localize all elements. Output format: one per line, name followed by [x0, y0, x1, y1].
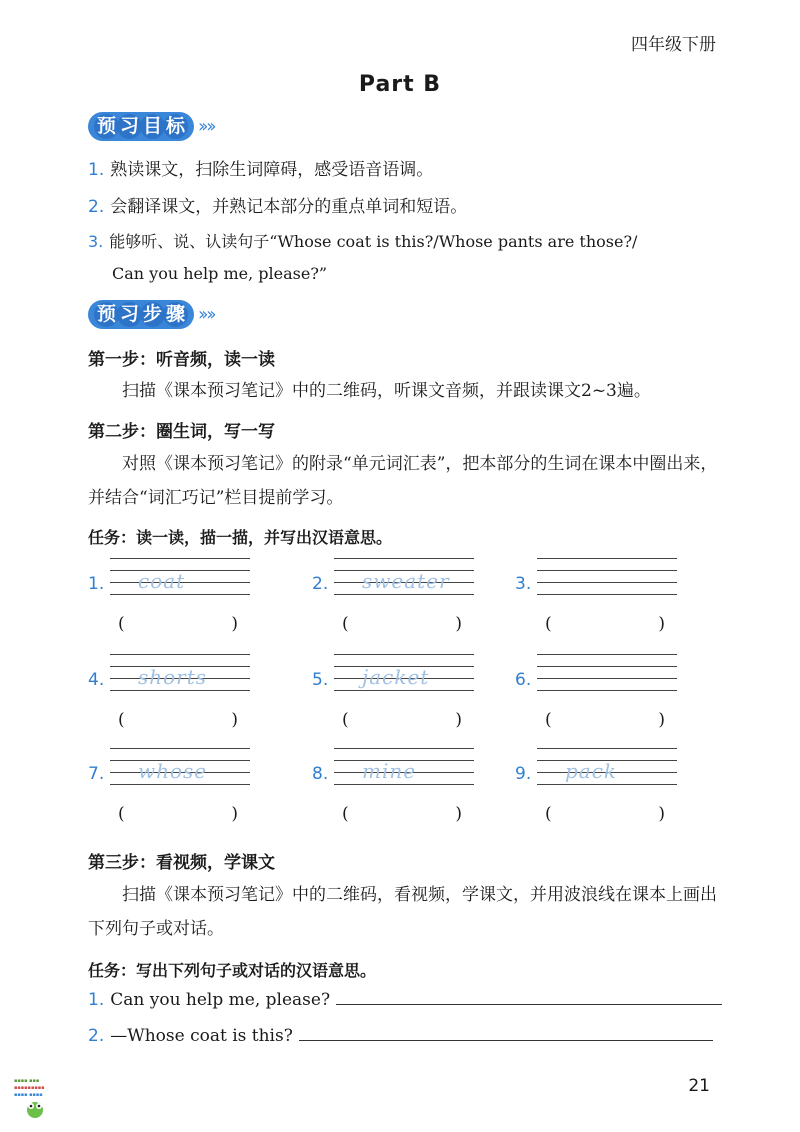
writing-lines[interactable] — [110, 648, 250, 696]
badge-char: 步 — [140, 302, 165, 327]
step3-heading: 第三步：看视频，学课文 — [88, 853, 275, 873]
meaning-blank[interactable]: ( ) — [342, 804, 462, 824]
writing-lines[interactable] — [110, 552, 250, 600]
badge-char: 预 — [94, 302, 119, 327]
meaning-blank[interactable]: ( ) — [545, 710, 665, 730]
answer-line[interactable] — [336, 1004, 722, 1005]
traced-word: mine — [362, 759, 417, 783]
badge-char: 骤 — [163, 302, 188, 327]
goal-item: 2. 会翻译课文，并熟记本部分的重点单词和短语。 — [88, 197, 468, 217]
vocab-item — [88, 742, 268, 832]
badge-char: 预 — [94, 114, 119, 139]
step1-heading: 第一步：听音频，读一读 — [88, 350, 275, 370]
meaning-blank[interactable]: ( ) — [342, 710, 462, 730]
frog-logo-icon — [24, 1099, 46, 1119]
writing-lines[interactable] — [537, 742, 677, 790]
grade-label: 四年级下册 — [631, 35, 716, 55]
step2-heading: 第二步：圈生词，写一写 — [88, 422, 275, 442]
traced-word: sweater — [362, 569, 450, 593]
publisher-stamp: ▪▪▪▪ ▪▪▪ ▪▪▪▪▪▪▪▪▪ ▪▪▪▪ ▪▪▪▪ — [14, 1078, 60, 1126]
vocab-number: 3. — [515, 574, 532, 594]
traced-word: shorts — [138, 665, 208, 689]
vocab-number: 6. — [515, 670, 532, 690]
traced-word: coat — [138, 569, 186, 593]
traced-word: whose — [138, 759, 208, 783]
meaning-blank[interactable]: ( ) — [545, 804, 665, 824]
traced-word: jacket — [362, 665, 430, 689]
meaning-blank[interactable]: ( ) — [342, 614, 462, 634]
vocab-item — [312, 742, 492, 832]
vocab-number: 4. — [88, 670, 105, 690]
badge-char: 目 — [140, 114, 165, 139]
vocab-item — [515, 648, 695, 738]
answer-line[interactable] — [299, 1040, 713, 1041]
vocab-number: 9. — [515, 764, 532, 784]
step2-task: 任务：读一读，描一描，并写出汉语意思。 — [88, 528, 393, 547]
meaning-blank[interactable]: ( ) — [118, 710, 238, 730]
meaning-blank[interactable]: ( ) — [545, 614, 665, 634]
page-number: 21 — [688, 1076, 710, 1096]
answer-item: 2. —Whose coat is this? — [88, 1026, 713, 1046]
writing-lines[interactable] — [110, 742, 250, 790]
goal-item: 1. 熟读课文，扫除生词障碍，感受语音语调。 — [88, 160, 434, 180]
goal-item: 3. 能够听、说、认读句子“Whose coat is this?/Whose pants are those?/ — [88, 232, 638, 251]
step2-body: 对照《课本预习笔记》的附录“单元词汇表”，把本部分的生词在课本中圈出来，并结合“词汇巧记”栏目提前学习。 — [88, 454, 718, 508]
step3-body: 扫描《课本预习笔记》中的二维码，看视频，学课文，并用波浪线在课本上画出下列句子或对话。 — [88, 885, 717, 939]
vocab-item — [515, 742, 695, 832]
vocab-item — [88, 648, 268, 738]
vocab-number: 5. — [312, 670, 329, 690]
double-chevron-icon: ›› ›› — [198, 304, 213, 325]
vocab-item — [515, 552, 695, 642]
traced-word: pack — [565, 759, 618, 783]
vocab-item — [312, 552, 492, 642]
step1-body: 扫描《课本预习笔记》中的二维码，听课文音频，并跟读课文2~3遍。 — [122, 381, 651, 401]
badge-char: 习 — [117, 302, 142, 327]
writing-lines[interactable] — [334, 648, 474, 696]
writing-lines[interactable] — [537, 552, 677, 600]
page-title: Part B — [358, 72, 442, 97]
meaning-blank[interactable]: ( ) — [118, 804, 238, 824]
badge-char: 标 — [163, 114, 188, 139]
vocab-item — [88, 552, 268, 642]
vocab-number: 2. — [312, 574, 329, 594]
writing-lines[interactable] — [537, 648, 677, 696]
step3-task: 任务：写出下列句子或对话的汉语意思。 — [88, 961, 377, 980]
answer-item: 1. Can you help me, please? — [88, 990, 722, 1010]
vocab-number: 8. — [312, 764, 329, 784]
preview-steps-badge — [88, 300, 213, 329]
double-chevron-icon: ›› ›› — [198, 116, 213, 137]
writing-lines[interactable] — [334, 552, 474, 600]
goal-item-continuation: Can you help me, please?” — [112, 264, 328, 283]
preview-goals-badge — [88, 112, 213, 141]
meaning-blank[interactable]: ( ) — [118, 614, 238, 634]
writing-lines[interactable] — [334, 742, 474, 790]
vocab-item — [312, 648, 492, 738]
vocab-number: 7. — [88, 764, 105, 784]
badge-char: 习 — [117, 114, 142, 139]
vocab-number: 1. — [88, 574, 105, 594]
